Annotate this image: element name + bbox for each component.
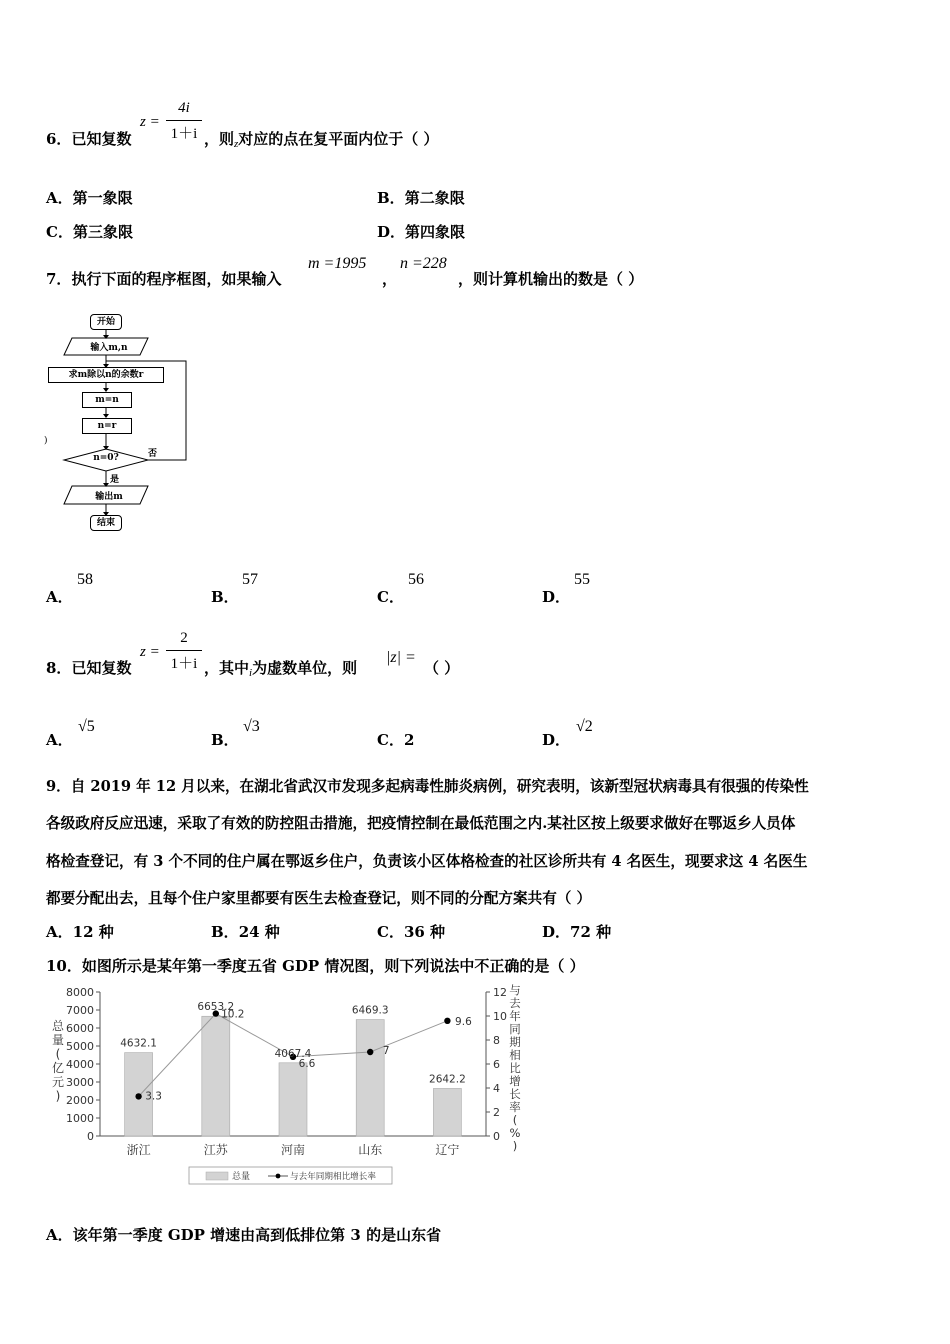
flowchart-remainder: 求m除以n的余数r <box>48 367 164 383</box>
q8-mid: ，其中 <box>204 659 250 677</box>
right-axis-title-char: 比 <box>509 1061 521 1075</box>
bar-江苏 <box>202 1016 230 1136</box>
left-tick-label: 5000 <box>66 1040 94 1053</box>
flowchart-assign-n: n=r <box>82 418 132 434</box>
q7-option-d-value: 55 <box>574 571 590 588</box>
left-axis-title-char: ) <box>55 1089 61 1103</box>
q8-option-d-value: √2 <box>576 718 593 735</box>
q8-i-small: i <box>249 667 253 679</box>
category-label: 浙江 <box>126 1143 151 1157</box>
left-tick-label: 6000 <box>66 1022 94 1035</box>
left-tick-label: 4000 <box>66 1058 94 1071</box>
right-axis-title-char: 增 <box>509 1074 521 1088</box>
q6-formula <box>140 100 202 144</box>
flowchart-stray-mark: ) <box>44 436 48 446</box>
q9-line-3: 格检查登记，有 3 个不同的住户属在鄂返乡住户，负责该小区体格检查的社区诊所共有 4 名医生，现要求这 4 名医生 <box>46 853 808 870</box>
right-axis-title-char: 年 <box>509 1009 521 1023</box>
q8-mid2: 为虚数单位，则 <box>252 659 358 677</box>
q6-option-c[interactable]: C．第三象限 <box>46 223 133 241</box>
q8-stem-tail <box>204 657 357 679</box>
flowchart-input: 输入m,n <box>90 343 128 353</box>
right-tick-label: 12 <box>493 986 507 999</box>
q7-option-a-value: 58 <box>77 571 93 588</box>
q8-number: 8． <box>46 659 72 677</box>
left-axis-title-char: ( <box>55 1047 61 1061</box>
right-axis-title-char: ) <box>512 1139 518 1153</box>
q6-tail: 对应的点在复平面内位于（ ） <box>238 130 439 148</box>
right-tick-label: 2 <box>493 1106 500 1119</box>
left-tick-label: 1000 <box>66 1112 94 1125</box>
q6-option-a[interactable]: A．第一象限 <box>46 189 133 207</box>
right-axis-title-char: 率 <box>509 1100 521 1114</box>
q6-frac-bar <box>166 120 202 121</box>
bar-河南 <box>279 1063 307 1136</box>
q6-number: 6． <box>46 130 72 148</box>
right-tick-label: 4 <box>493 1082 500 1095</box>
left-axis-title-char: 量 <box>51 1033 65 1047</box>
growth-rate-point <box>135 1093 141 1099</box>
category-label: 山东 <box>358 1143 383 1157</box>
q7-flowchart <box>44 310 194 535</box>
q8-tail: （ ） <box>424 659 460 677</box>
growth-rate-label: 7 <box>382 1045 390 1057</box>
q7-option-d[interactable]: D． <box>542 588 571 606</box>
q10-option-a[interactable]: A．该年第一季度 GDP 增速由高到低排位第 3 的是山东省 <box>46 1226 442 1244</box>
left-tick-label: 8000 <box>66 986 94 999</box>
growth-rate-label: 6.6 <box>298 1057 316 1070</box>
right-tick-label: 6 <box>493 1058 500 1071</box>
q7-comma: ， <box>382 270 398 288</box>
q6-lead: 已知复数 <box>71 130 132 148</box>
bar-value-label: 2642.2 <box>429 1073 466 1086</box>
q7-option-a[interactable]: A． <box>46 588 73 606</box>
bar-value-label: 4067.4 <box>274 1047 312 1060</box>
q7-n-expr: n =228 <box>400 255 447 272</box>
chart-legend <box>189 1167 392 1184</box>
right-axis-title-char: % <box>509 1126 521 1140</box>
left-axis-title-char: 元 <box>51 1075 65 1089</box>
q8-stem <box>46 657 131 678</box>
growth-rate-label: 10.2 <box>221 1008 245 1021</box>
left-tick-label: 2000 <box>66 1094 94 1107</box>
right-axis-title-char: 同 <box>509 1022 521 1036</box>
q9-option-c[interactable]: C．36 种 <box>377 923 446 941</box>
q6-option-d[interactable]: D．第四象限 <box>377 223 466 241</box>
q8-option-b[interactable]: B． <box>211 731 239 749</box>
bar-value-label: 4632.1 <box>120 1037 157 1050</box>
q6-frac-num: 4i <box>178 100 190 116</box>
q7-option-b-value: 57 <box>242 571 258 588</box>
q7-option-c-value: 56 <box>408 571 424 588</box>
left-tick-label: 0 <box>87 1130 94 1143</box>
q10-stem: 10．如图所示是某年第一季度五省 GDP 情况图，则下列说法中不正确的是（ ） <box>46 957 585 975</box>
q7-m-expr: m =1995 <box>308 255 367 272</box>
q8-lead: 已知复数 <box>71 659 132 677</box>
q8-option-b-value: √3 <box>243 718 260 735</box>
right-axis-title-char: 相 <box>509 1048 521 1062</box>
q7-lead: 执行下面的程序框图，如果输入 <box>71 270 282 288</box>
q9-line-4: 都要分配出去，且每个住户家里都要有医生去检查登记，则不同的分配方案共有（ ） <box>46 890 592 907</box>
bar-value-label: 6469.3 <box>351 1004 389 1017</box>
flowchart-end: 结束 <box>90 515 122 531</box>
growth-rate-label: 9.6 <box>455 1015 472 1028</box>
q9-option-d[interactable]: D．72 种 <box>542 923 612 941</box>
category-label: 江苏 <box>203 1143 228 1157</box>
flowchart-output: 输出m <box>95 492 123 502</box>
category-label: 河南 <box>280 1143 306 1157</box>
category-label: 辽宁 <box>435 1143 460 1157</box>
q6-z-small: z <box>234 138 239 150</box>
right-tick-label: 0 <box>493 1130 500 1143</box>
right-axis-title-char: 去 <box>509 996 521 1010</box>
right-axis-title-char: ( <box>512 1113 518 1127</box>
q9-line-1: 9．自 2019 年 12 月以来，在湖北省武汉市发现多起病毒性肺炎病例，研究表明，该新型冠状病毒具有很强的传染性 <box>46 778 809 795</box>
flowchart-no-label: 否 <box>148 449 158 459</box>
q6-frac-den: 1＋i <box>170 126 198 142</box>
gdp-chart <box>44 980 524 1190</box>
left-tick-label: 3000 <box>66 1076 94 1089</box>
q9-line-2: 各级政府反应迅速，采取了有效的防控阻击措施，把疫情控制在最低范围之内.某社区按上级要求做好在鄂返乡人员体 <box>46 815 796 832</box>
bar-辽宁 <box>433 1088 461 1136</box>
right-axis-title-char: 与 <box>509 983 521 997</box>
flowchart-start: 开始 <box>90 314 122 330</box>
q7-number: 7． <box>46 270 72 288</box>
q8-formula <box>140 630 202 674</box>
q6-stem-tail <box>204 128 439 150</box>
right-axis-title-char: 长 <box>509 1087 521 1101</box>
left-axis-title-char: 总 <box>51 1019 65 1033</box>
q8-option-a[interactable]: A． <box>46 731 73 749</box>
q7-option-b[interactable]: B． <box>211 588 239 606</box>
q9-option-b[interactable]: B．24 种 <box>211 923 280 941</box>
flowchart-assign-m: m=n <box>82 392 132 408</box>
q6-stem <box>46 128 131 149</box>
q8-option-a-value: √5 <box>78 718 95 735</box>
q6-mid: ，则 <box>204 130 235 148</box>
left-tick-label: 7000 <box>66 1004 94 1017</box>
q6-option-b[interactable]: B．第二象限 <box>377 189 465 207</box>
legend-line-label: 与去年同期相比增长率 <box>290 1172 376 1182</box>
bar-value-label: 6653.2 <box>197 1001 235 1014</box>
legend-line-dot <box>276 1174 281 1179</box>
q8-option-d[interactable]: D． <box>542 731 571 749</box>
q8-z-lhs: z = <box>140 644 160 660</box>
growth-rate-label: 3.3 <box>145 1090 162 1103</box>
left-axis-title-char: 亿 <box>51 1061 65 1075</box>
q8-frac-num: 2 <box>180 630 188 646</box>
q6-z-lhs: z = <box>140 114 160 130</box>
flowchart-decision: n=0? <box>93 453 119 463</box>
q7-stem <box>46 268 281 289</box>
q8-frac-den: 1＋i <box>170 656 198 672</box>
bar-山东 <box>356 1020 384 1136</box>
q8-abs-z: |z| = <box>386 649 416 666</box>
flowchart-yes-label: 是 <box>110 475 120 485</box>
legend-bar-label: 总量 <box>232 1172 251 1182</box>
right-tick-label: 10 <box>493 1010 507 1023</box>
q8-frac-bar <box>166 650 202 651</box>
q7-option-c[interactable]: C． <box>377 588 404 606</box>
right-tick-label: 8 <box>493 1034 500 1047</box>
growth-rate-point <box>444 1018 450 1024</box>
right-axis-title-char: 期 <box>509 1035 521 1049</box>
q7-tail: ，则计算机输出的数是（ ） <box>458 270 644 288</box>
growth-rate-point <box>367 1049 373 1055</box>
legend-bar-swatch <box>206 1172 228 1180</box>
q8-option-c[interactable]: C．2 <box>377 731 415 749</box>
q9-option-a[interactable]: A．12 种 <box>46 923 114 941</box>
